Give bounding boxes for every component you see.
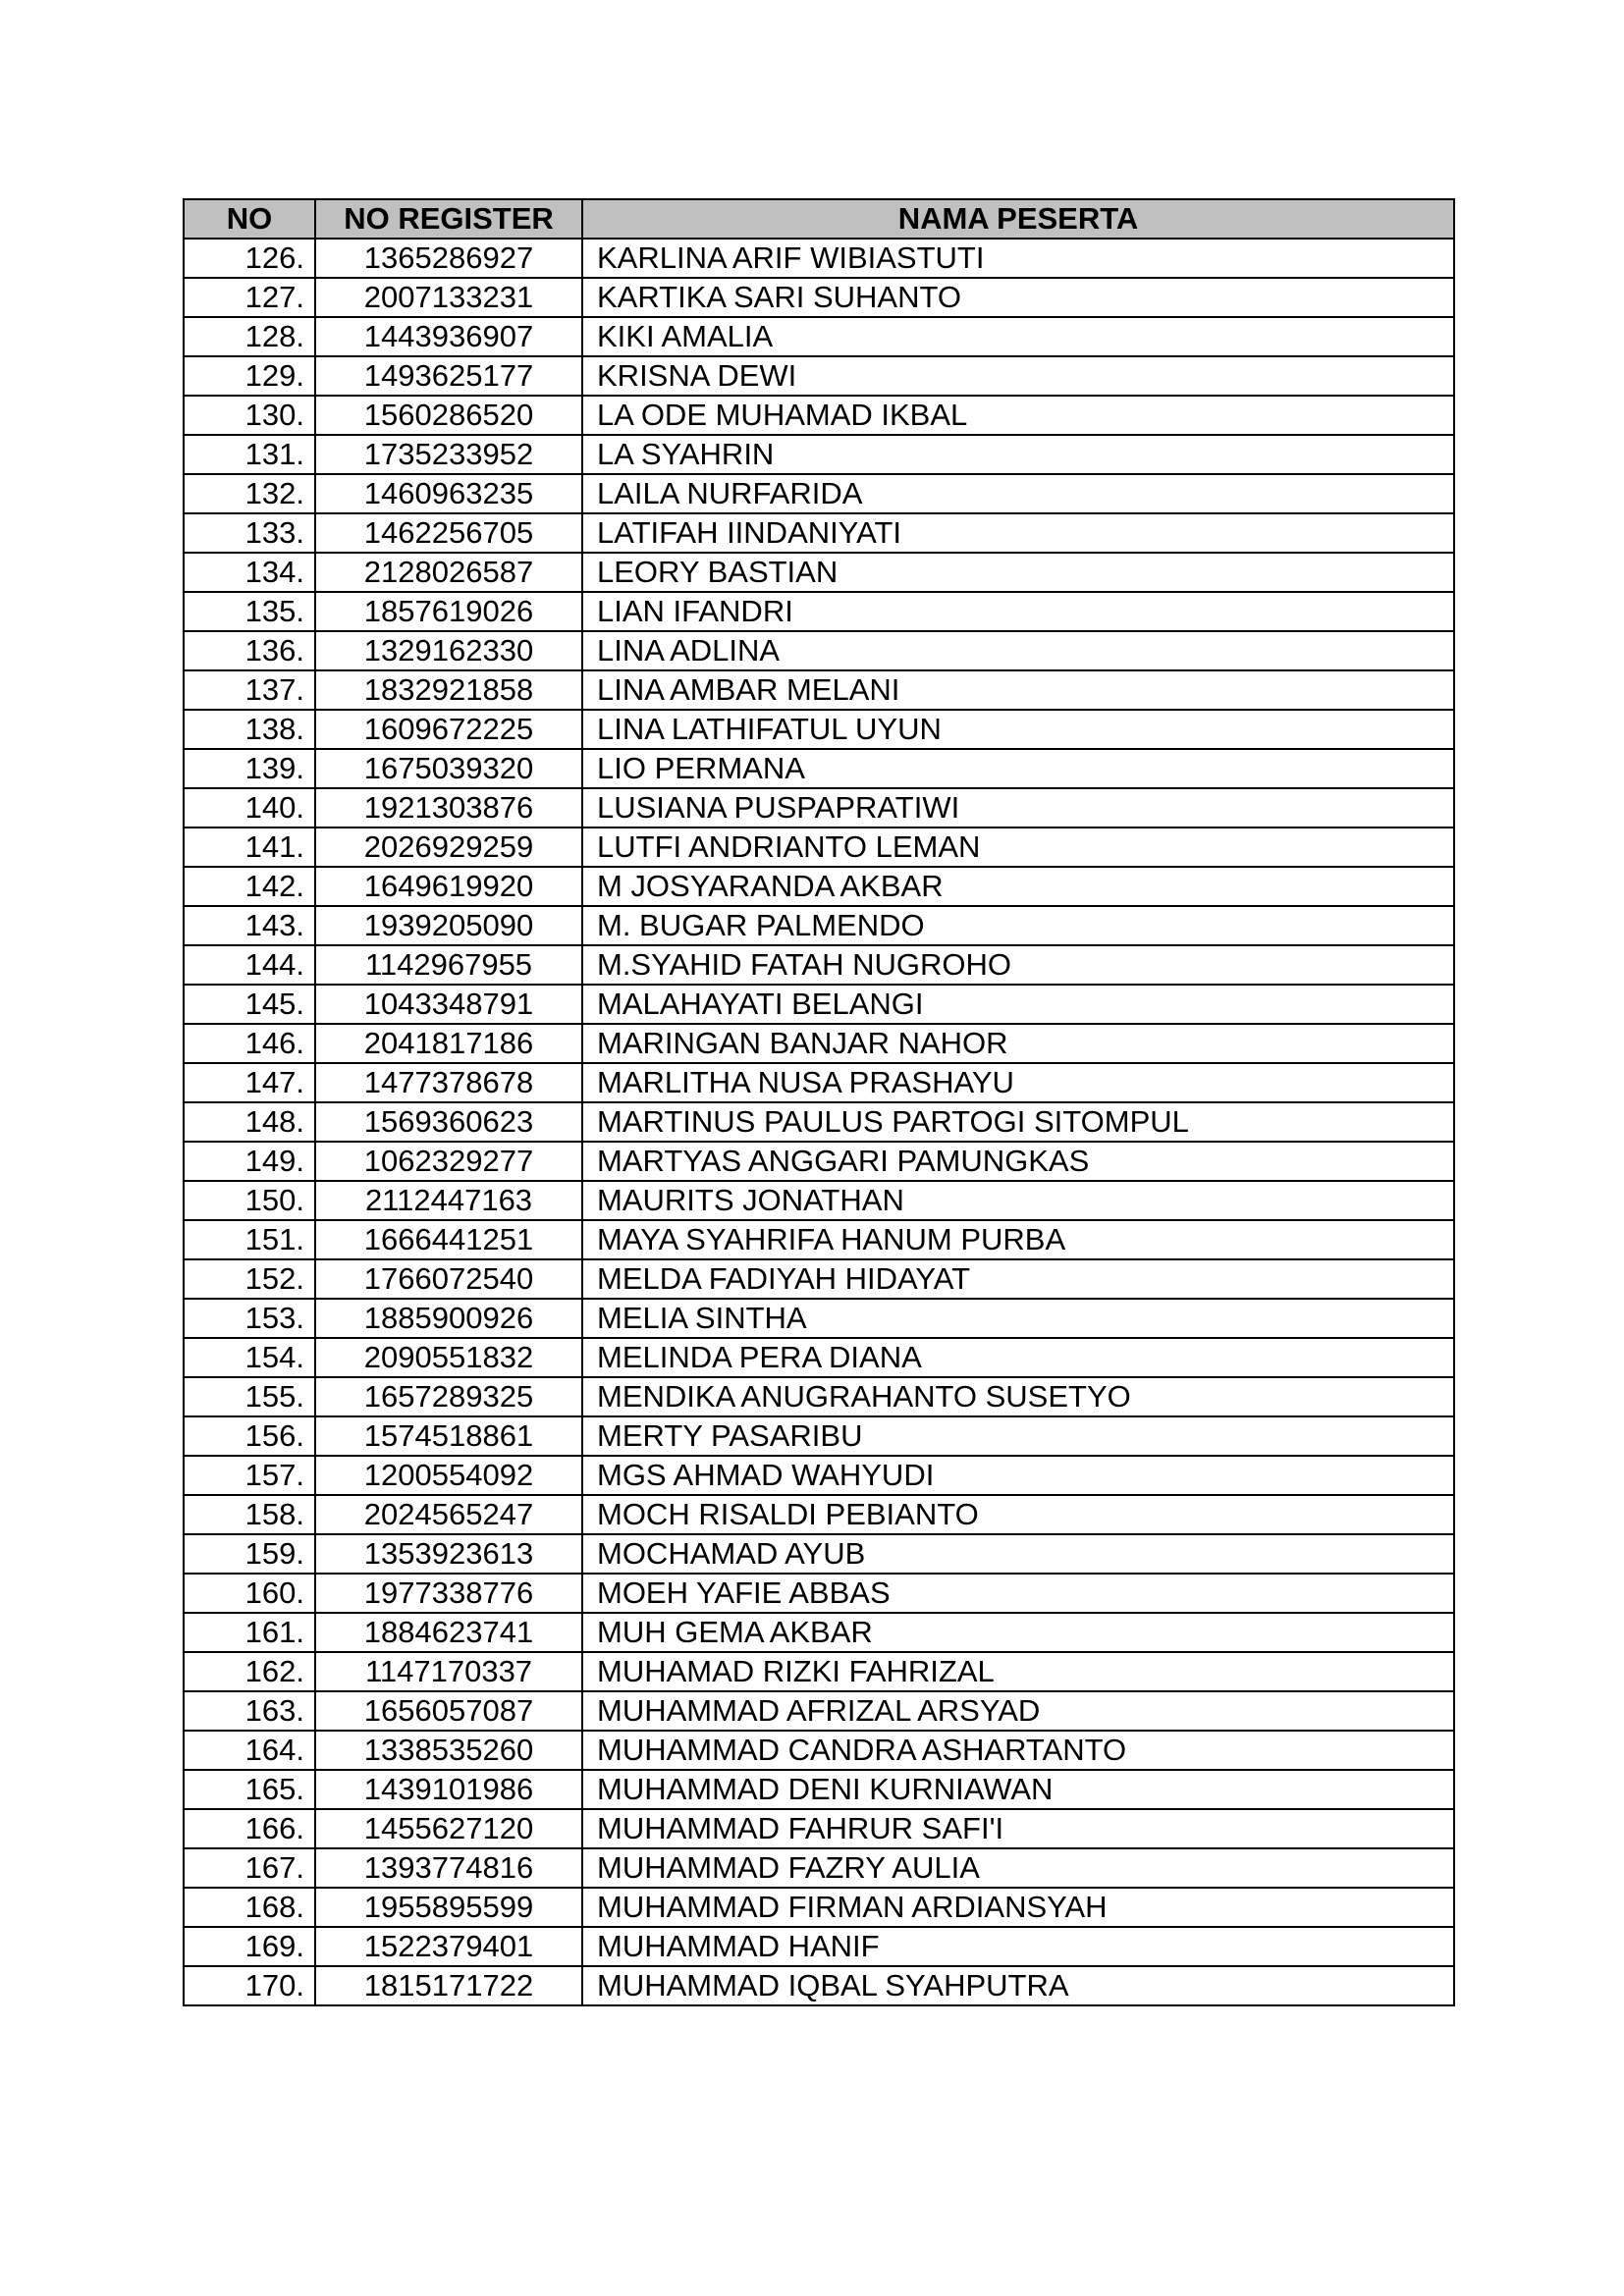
participant-name: MOCHAMAD AYUB bbox=[582, 1534, 1454, 1574]
table-row bbox=[184, 1102, 1454, 1142]
register-number: 1735233952 bbox=[315, 435, 582, 474]
register-number: 1338535260 bbox=[315, 1731, 582, 1770]
register-number: 1884623741 bbox=[315, 1613, 582, 1652]
row-number: 146. bbox=[184, 1024, 315, 1063]
register-number: 1043348791 bbox=[315, 985, 582, 1024]
participant-name: LA SYAHRIN bbox=[582, 435, 1454, 474]
row-number: 157. bbox=[184, 1456, 315, 1495]
register-number: 1977338776 bbox=[315, 1574, 582, 1613]
participant-name: LINA ADLINA bbox=[582, 631, 1454, 670]
participant-list-table-wrapper bbox=[183, 198, 1453, 2006]
register-number: 1462256705 bbox=[315, 513, 582, 553]
header-no: NO bbox=[184, 199, 315, 239]
table-row bbox=[184, 1652, 1454, 1691]
row-number: 149. bbox=[184, 1142, 315, 1181]
row-number: 141. bbox=[184, 828, 315, 867]
register-number: 1939205090 bbox=[315, 906, 582, 945]
participant-name: MUHAMMAD IQBAL SYAHPUTRA bbox=[582, 1966, 1454, 2005]
register-number: 1477378678 bbox=[315, 1063, 582, 1102]
participant-name: MARTYAS ANGGARI PAMUNGKAS bbox=[582, 1142, 1454, 1181]
table-row bbox=[184, 1299, 1454, 1338]
row-number: 131. bbox=[184, 435, 315, 474]
table-row bbox=[184, 435, 1454, 474]
participant-table bbox=[183, 198, 1455, 2006]
row-number: 158. bbox=[184, 1495, 315, 1534]
participant-name: MUHAMMAD FIRMAN ARDIANSYAH bbox=[582, 1888, 1454, 1927]
participant-name: LUTFI ANDRIANTO LEMAN bbox=[582, 828, 1454, 867]
register-number: 1560286520 bbox=[315, 396, 582, 435]
table-row bbox=[184, 1691, 1454, 1731]
register-number: 1609672225 bbox=[315, 710, 582, 749]
table-row bbox=[184, 553, 1454, 592]
register-number: 1675039320 bbox=[315, 749, 582, 788]
table-row bbox=[184, 1495, 1454, 1534]
table-row bbox=[184, 356, 1454, 396]
register-number: 1493625177 bbox=[315, 356, 582, 396]
participant-name: KIKI AMALIA bbox=[582, 317, 1454, 356]
table-row bbox=[184, 278, 1454, 317]
participant-name: LINA LATHIFATUL UYUN bbox=[582, 710, 1454, 749]
participant-name: MAURITS JONATHAN bbox=[582, 1181, 1454, 1220]
participant-name: MUHAMMAD FAHRUR SAFI'I bbox=[582, 1809, 1454, 1848]
participant-name: MOEH YAFIE ABBAS bbox=[582, 1574, 1454, 1613]
table-row bbox=[184, 592, 1454, 631]
register-number: 1921303876 bbox=[315, 788, 582, 828]
register-number: 1569360623 bbox=[315, 1102, 582, 1142]
register-number: 1062329277 bbox=[315, 1142, 582, 1181]
table-row bbox=[184, 1142, 1454, 1181]
participant-name: MAYA SYAHRIFA HANUM PURBA bbox=[582, 1220, 1454, 1259]
row-number: 137. bbox=[184, 670, 315, 710]
row-number: 148. bbox=[184, 1102, 315, 1142]
participant-name: MARINGAN BANJAR NAHOR bbox=[582, 1024, 1454, 1063]
table-row bbox=[184, 1377, 1454, 1416]
table-row bbox=[184, 1181, 1454, 1220]
table-row bbox=[184, 1024, 1454, 1063]
table-row bbox=[184, 1809, 1454, 1848]
participant-name: MUHAMAD RIZKI FAHRIZAL bbox=[582, 1652, 1454, 1691]
register-number: 2112447163 bbox=[315, 1181, 582, 1220]
row-number: 140. bbox=[184, 788, 315, 828]
table-row bbox=[184, 1731, 1454, 1770]
row-number: 161. bbox=[184, 1613, 315, 1652]
register-number: 1393774816 bbox=[315, 1848, 582, 1888]
participant-name: MUHAMMAD FAZRY AULIA bbox=[582, 1848, 1454, 1888]
table-row bbox=[184, 670, 1454, 710]
register-number: 1857619026 bbox=[315, 592, 582, 631]
table-body bbox=[184, 239, 1454, 2005]
register-number: 1657289325 bbox=[315, 1377, 582, 1416]
row-number: 166. bbox=[184, 1809, 315, 1848]
participant-name: MUH GEMA AKBAR bbox=[582, 1613, 1454, 1652]
participant-name: MERTY PASARIBU bbox=[582, 1416, 1454, 1456]
register-number: 1666441251 bbox=[315, 1220, 582, 1259]
row-number: 136. bbox=[184, 631, 315, 670]
row-number: 143. bbox=[184, 906, 315, 945]
register-number: 2026929259 bbox=[315, 828, 582, 867]
row-number: 134. bbox=[184, 553, 315, 592]
table-row bbox=[184, 1456, 1454, 1495]
table-row bbox=[184, 396, 1454, 435]
table-row bbox=[184, 788, 1454, 828]
register-number: 1443936907 bbox=[315, 317, 582, 356]
row-number: 132. bbox=[184, 474, 315, 513]
row-number: 150. bbox=[184, 1181, 315, 1220]
row-number: 170. bbox=[184, 1966, 315, 2005]
row-number: 168. bbox=[184, 1888, 315, 1927]
row-number: 144. bbox=[184, 945, 315, 985]
register-number: 1885900926 bbox=[315, 1299, 582, 1338]
participant-name: MUHAMMAD CANDRA ASHARTANTO bbox=[582, 1731, 1454, 1770]
row-number: 145. bbox=[184, 985, 315, 1024]
register-number: 1460963235 bbox=[315, 474, 582, 513]
register-number: 1522379401 bbox=[315, 1927, 582, 1966]
row-number: 160. bbox=[184, 1574, 315, 1613]
table-row bbox=[184, 1220, 1454, 1259]
table-row bbox=[184, 1613, 1454, 1652]
table-row bbox=[184, 239, 1454, 278]
header-row bbox=[184, 199, 1454, 239]
row-number: 165. bbox=[184, 1770, 315, 1809]
row-number: 139. bbox=[184, 749, 315, 788]
register-number: 1455627120 bbox=[315, 1809, 582, 1848]
register-number: 1365286927 bbox=[315, 239, 582, 278]
table-row bbox=[184, 1888, 1454, 1927]
table-row bbox=[184, 1063, 1454, 1102]
register-number: 1574518861 bbox=[315, 1416, 582, 1456]
table-row bbox=[184, 474, 1454, 513]
register-number: 1200554092 bbox=[315, 1456, 582, 1495]
row-number: 127. bbox=[184, 278, 315, 317]
header-no-register: NO REGISTER bbox=[315, 199, 582, 239]
table-row bbox=[184, 1927, 1454, 1966]
table-row bbox=[184, 1338, 1454, 1377]
participant-name: MARLITHA NUSA PRASHAYU bbox=[582, 1063, 1454, 1102]
table-row bbox=[184, 906, 1454, 945]
participant-name: KARTIKA SARI SUHANTO bbox=[582, 278, 1454, 317]
row-number: 153. bbox=[184, 1299, 315, 1338]
participant-name: M JOSYARANDA AKBAR bbox=[582, 867, 1454, 906]
register-number: 1329162330 bbox=[315, 631, 582, 670]
participant-name: LA ODE MUHAMAD IKBAL bbox=[582, 396, 1454, 435]
register-number: 1353923613 bbox=[315, 1534, 582, 1574]
table-row bbox=[184, 710, 1454, 749]
register-number: 2007133231 bbox=[315, 278, 582, 317]
register-number: 2024565247 bbox=[315, 1495, 582, 1534]
participant-name: KRISNA DEWI bbox=[582, 356, 1454, 396]
table-header bbox=[184, 199, 1454, 239]
row-number: 130. bbox=[184, 396, 315, 435]
participant-name: MENDIKA ANUGRAHANTO SUSETYO bbox=[582, 1377, 1454, 1416]
participant-name: LIAN IFANDRI bbox=[582, 592, 1454, 631]
participant-name: KARLINA ARIF WIBIASTUTI bbox=[582, 239, 1454, 278]
table-row bbox=[184, 1574, 1454, 1613]
table-row bbox=[184, 1259, 1454, 1299]
register-number: 1439101986 bbox=[315, 1770, 582, 1809]
register-number: 1142967955 bbox=[315, 945, 582, 985]
participant-name: LUSIANA PUSPAPRATIWI bbox=[582, 788, 1454, 828]
row-number: 129. bbox=[184, 356, 315, 396]
row-number: 159. bbox=[184, 1534, 315, 1574]
participant-name: M. BUGAR PALMENDO bbox=[582, 906, 1454, 945]
participant-name: MARTINUS PAULUS PARTOGI SITOMPUL bbox=[582, 1102, 1454, 1142]
row-number: 142. bbox=[184, 867, 315, 906]
row-number: 128. bbox=[184, 317, 315, 356]
participant-name: MELINDA PERA DIANA bbox=[582, 1338, 1454, 1377]
participant-name: MALAHAYATI BELANGI bbox=[582, 985, 1454, 1024]
row-number: 163. bbox=[184, 1691, 315, 1731]
table-row bbox=[184, 828, 1454, 867]
header-nama-peserta: NAMA PESERTA bbox=[582, 199, 1454, 239]
row-number: 167. bbox=[184, 1848, 315, 1888]
table-row bbox=[184, 1848, 1454, 1888]
participant-name: LIO PERMANA bbox=[582, 749, 1454, 788]
row-number: 154. bbox=[184, 1338, 315, 1377]
row-number: 152. bbox=[184, 1259, 315, 1299]
participant-name: MUHAMMAD HANIF bbox=[582, 1927, 1454, 1966]
row-number: 147. bbox=[184, 1063, 315, 1102]
row-number: 155. bbox=[184, 1377, 315, 1416]
participant-name: MOCH RISALDI PEBIANTO bbox=[582, 1495, 1454, 1534]
register-number: 2041817186 bbox=[315, 1024, 582, 1063]
participant-name: LINA AMBAR MELANI bbox=[582, 670, 1454, 710]
register-number: 2090551832 bbox=[315, 1338, 582, 1377]
table-row bbox=[184, 749, 1454, 788]
register-number: 1649619920 bbox=[315, 867, 582, 906]
row-number: 156. bbox=[184, 1416, 315, 1456]
row-number: 133. bbox=[184, 513, 315, 553]
table-row bbox=[184, 985, 1454, 1024]
table-row bbox=[184, 631, 1454, 670]
row-number: 164. bbox=[184, 1731, 315, 1770]
participant-name: MUHAMMAD DENI KURNIAWAN bbox=[582, 1770, 1454, 1809]
table-row bbox=[184, 945, 1454, 985]
table-row bbox=[184, 513, 1454, 553]
table-row bbox=[184, 1534, 1454, 1574]
table-row bbox=[184, 1770, 1454, 1809]
register-number: 1766072540 bbox=[315, 1259, 582, 1299]
register-number: 1955895599 bbox=[315, 1888, 582, 1927]
table-row bbox=[184, 867, 1454, 906]
table-row bbox=[184, 1966, 1454, 2005]
participant-name: M.SYAHID FATAH NUGROHO bbox=[582, 945, 1454, 985]
row-number: 151. bbox=[184, 1220, 315, 1259]
participant-name: LEORY BASTIAN bbox=[582, 553, 1454, 592]
participant-name: MELDA FADIYAH HIDAYAT bbox=[582, 1259, 1454, 1299]
register-number: 1832921858 bbox=[315, 670, 582, 710]
participant-name: MUHAMMAD AFRIZAL ARSYAD bbox=[582, 1691, 1454, 1731]
register-number: 1656057087 bbox=[315, 1691, 582, 1731]
participant-name: LATIFAH IINDANIYATI bbox=[582, 513, 1454, 553]
register-number: 2128026587 bbox=[315, 553, 582, 592]
table-row bbox=[184, 317, 1454, 356]
row-number: 126. bbox=[184, 239, 315, 278]
register-number: 1815171722 bbox=[315, 1966, 582, 2005]
row-number: 135. bbox=[184, 592, 315, 631]
row-number: 169. bbox=[184, 1927, 315, 1966]
table-row bbox=[184, 1416, 1454, 1456]
register-number: 1147170337 bbox=[315, 1652, 582, 1691]
participant-name: LAILA NURFARIDA bbox=[582, 474, 1454, 513]
participant-name: MELIA SINTHA bbox=[582, 1299, 1454, 1338]
participant-name: MGS AHMAD WAHYUDI bbox=[582, 1456, 1454, 1495]
row-number: 138. bbox=[184, 710, 315, 749]
row-number: 162. bbox=[184, 1652, 315, 1691]
